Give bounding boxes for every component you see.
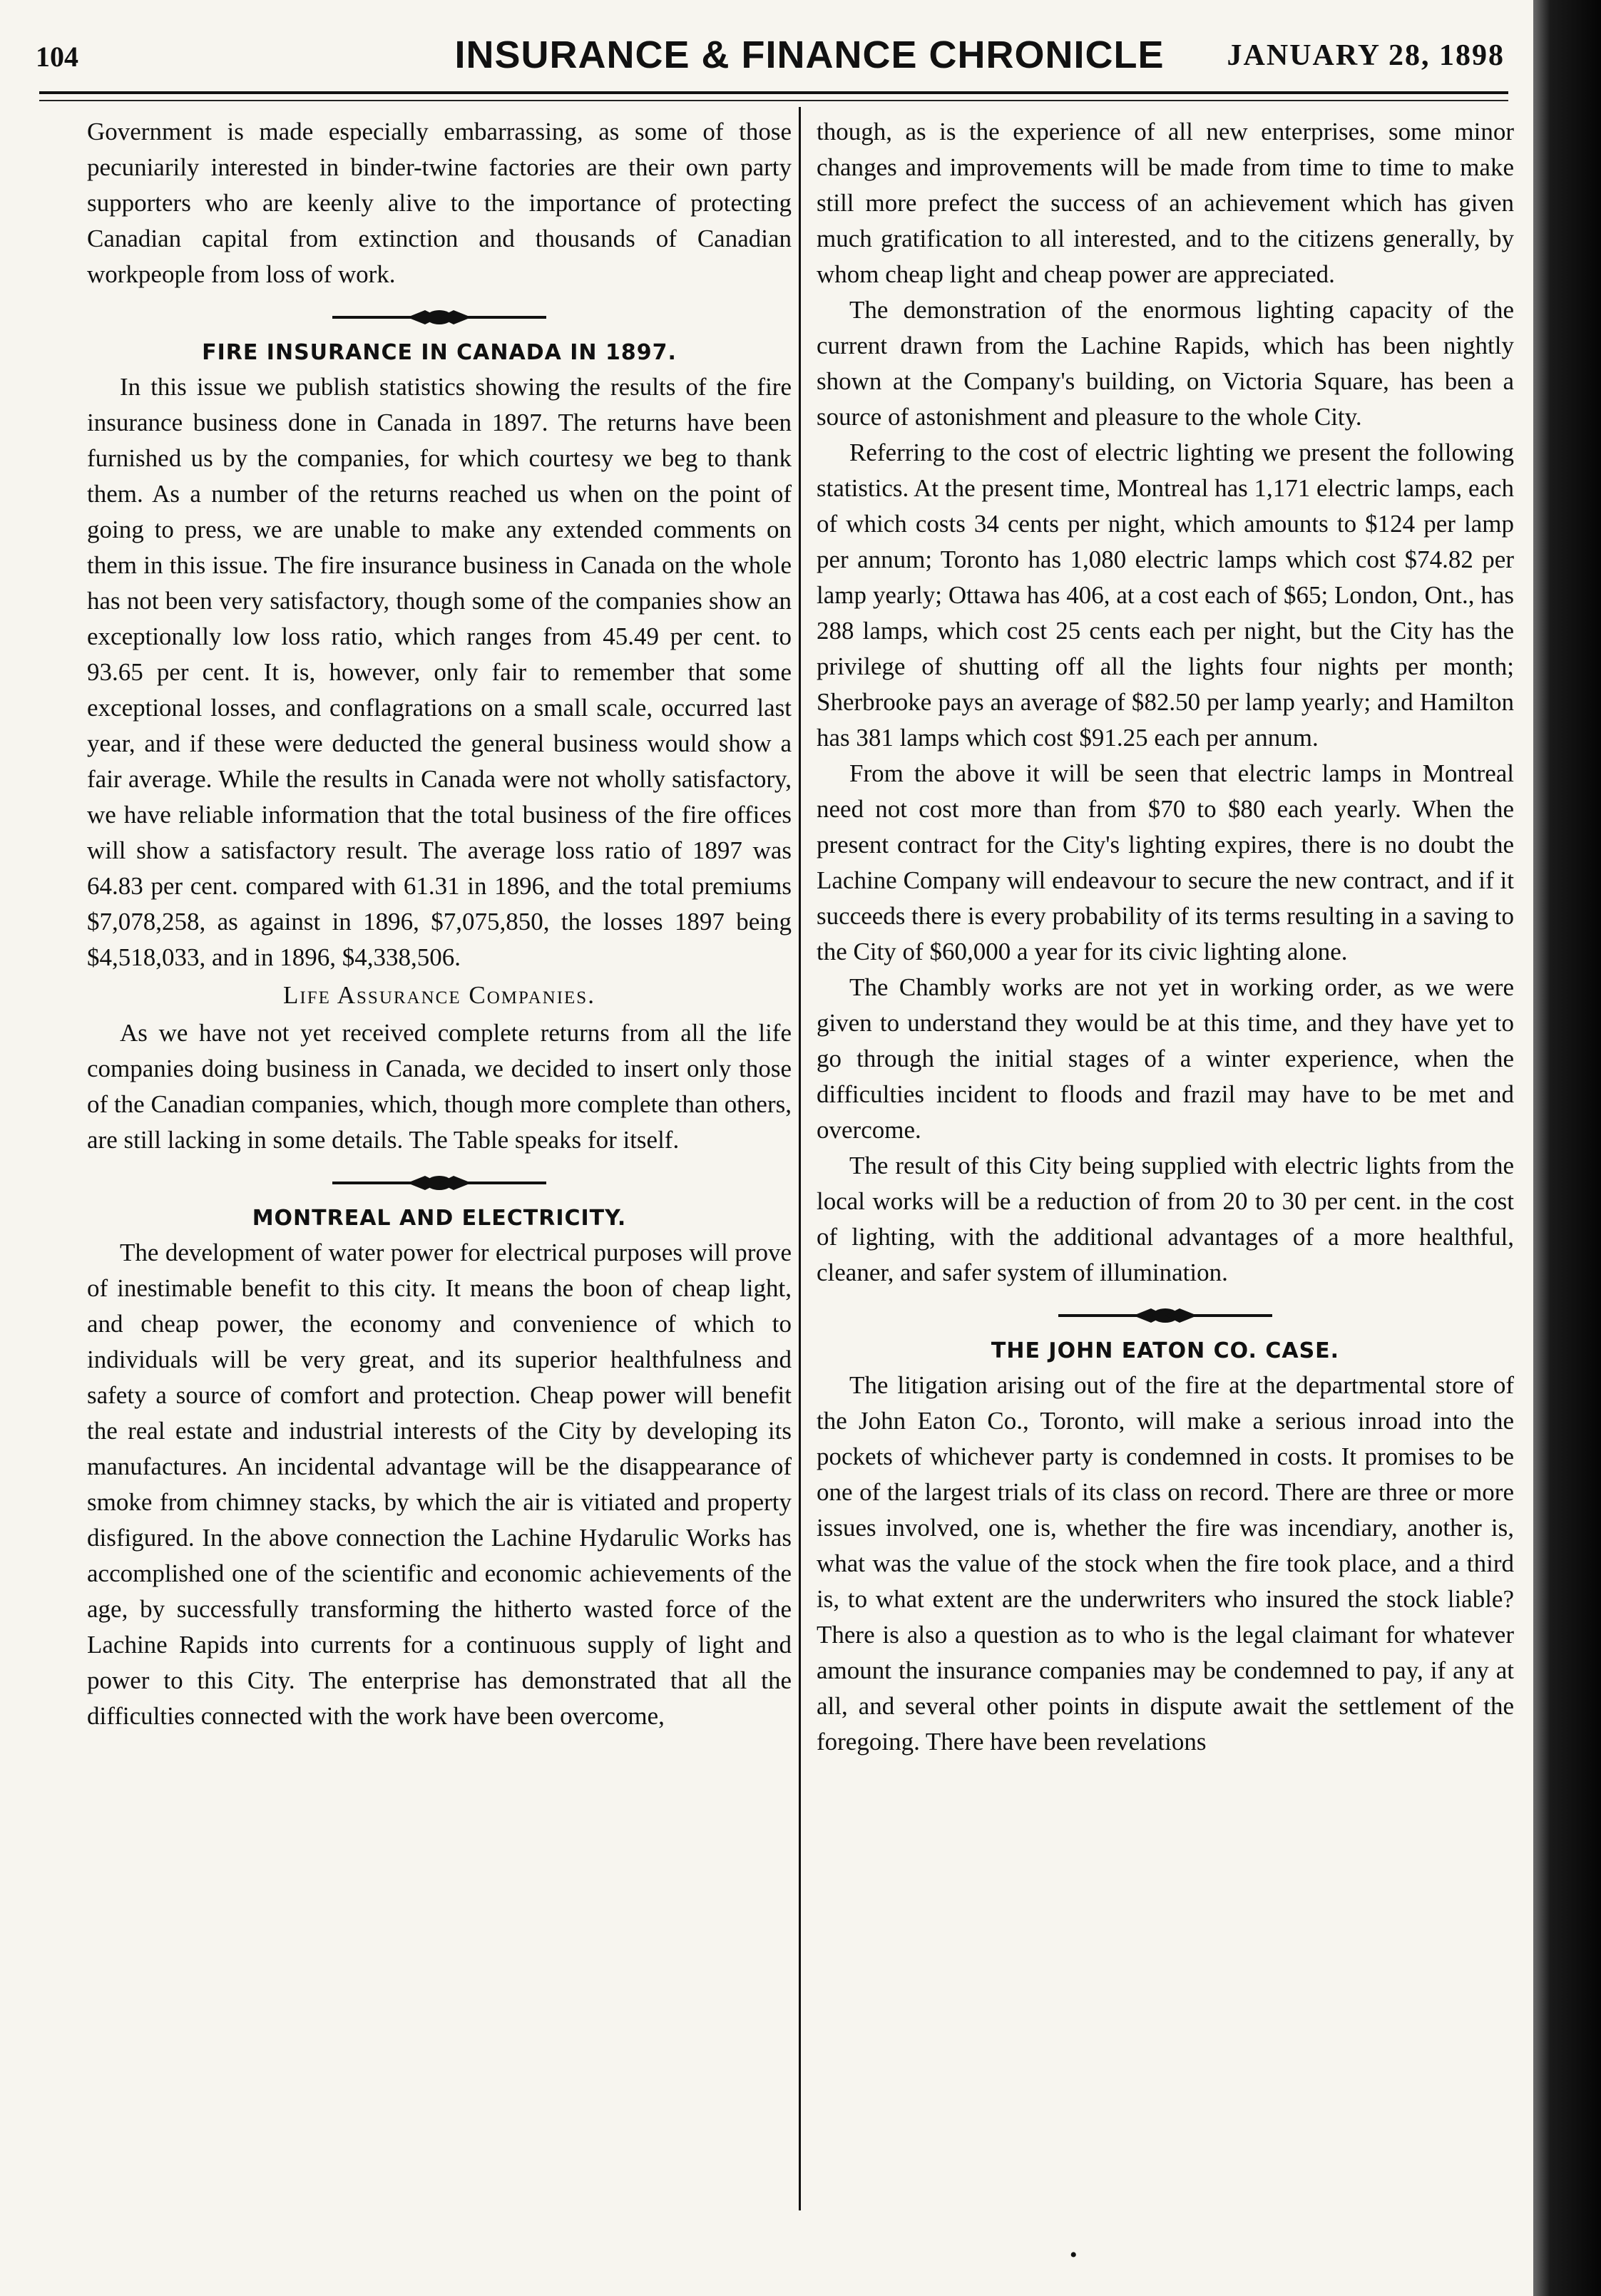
continuation-paragraph: though, as is the experience of all new enterprises, some minor changes and improvements will be made from time to time to make still more prefect the success of an achievement which has given much gratification to all interested, and to the citizens generally, by whom cheap light and cheap power are appreciated. bbox=[817, 118, 1514, 288]
left-column bbox=[87, 114, 792, 1734]
column-divider bbox=[799, 107, 801, 2210]
montreal-electricity-heading: MONTREAL AND ELECTRICITY. bbox=[252, 1206, 627, 1231]
section-ornament bbox=[325, 308, 553, 327]
result-paragraph: The result of this City being supplied with electric lights from the local works will be a reduction of from 20 to 30 per cent. in the cost of lighting, with the additional advantages of a more healthful, cleaner, and safer system of illumination. bbox=[817, 1152, 1514, 1286]
montreal-electricity-paragraph: The development of water power for electrical purposes will prove of inestimable benefit to this city. It means the boon of cheap light, and cheap power, the economy and convenience of which to individuals will be very great, and its superior healthfulness and safety a source of comfort and protection. Cheap power will benefit the real estate and industrial interests of the City by developing its manufactures. An incidental advantage will be the disappearance of smoke from chimney stacks, by which the air is vitiated and property disfigured. In the above connection the Lachine Hydarulic Works has accomplished one of the scientific and economic achievements of the age, by successfully transforming the hitherto wasted force of the Lachine Rapids into currents for a continuous supply of light and power to this City. The enterprise has demonstrated that all the difficulties connected with the work have been overcome, bbox=[87, 1239, 792, 1730]
chambly-works-paragraph: The Chambly works are not yet in working order, as we were given to understand they would be at this time, and they have yet to go through the initial stages of a winter experience, when the difficulties incident to floods and frazil may have to be met and overcome. bbox=[817, 973, 1514, 1144]
lamp-cost-paragraph: From the above it will be seen that electric lamps in Montreal need not cost more than from $70 to $80 each yearly. When the present contract for the City's lighting expires, there is no doubt the Lachine Company will endeavour to secure the new contract, and if it succeeds there is every probability of its terms resulting in a saving to the City of $60,000 a year for its civic lighting alone. bbox=[817, 759, 1514, 965]
page-number: 104 bbox=[36, 41, 78, 73]
fire-insurance-heading: FIRE INSURANCE IN CANADA IN 1897. bbox=[202, 340, 677, 365]
eaton-case-paragraph: The litigation arising out of the fire at the departmental store of the John Eaton Co., Toronto, will make a serious inroad into the pockets of whichever party is condemned in costs. It promises to be one of the largest trials of its class on record. There are three or more issues involved, one is, whether the fire was incendiary, another is, what was the value of the stock when the fire took place, and a third is, to what extent are the underwriters who insured the stock liable? There is also a question as to who is the legal claimant for whatever amount the insurance companies may be condemned to pay, if any at all, and several other points in dispute await the settlement of the foregoing. There have been revelations bbox=[817, 1371, 1514, 1756]
lighting-capacity-paragraph: The demonstration of the enormous lighting capacity of the current drawn from the Lachine Rapids, which has been nightly shown at the Company's building, on Victoria Square, has been a source of astonishment and pleasure to the whole City. bbox=[817, 296, 1514, 431]
section-ornament bbox=[1051, 1306, 1279, 1325]
life-assurance-heading: Life Assurance Companies. bbox=[283, 981, 595, 1009]
header-rule bbox=[39, 91, 1508, 94]
life-assurance-paragraph: As we have not yet received complete returns from all the life companies doing business in Canada, we decided to insert only those of the Canadian companies, which, though more complete than others, are still lacking in some details. The Table speaks for itself. bbox=[87, 1019, 792, 1154]
scan-edge bbox=[1533, 0, 1601, 2296]
fire-insurance-paragraph: In this issue we publish statistics showing the results of the fire insurance business done in Canada in 1897. The returns have been furnished us by the companies, for which courtesy we beg to thank them. As a number of the returns reached us when on the point of going to press, we are unable to make any extended comments on them in this issue. The fire insurance business in Canada on the whole has not been very satisfactory, though some of the companies show an exceptionally low loss ratio, which ranges from 45.49 per cent. to 93.65 per cent. It is, however, only fair to remember that some exceptional losses, and conflagrations on a small scale, occurred last year, and if these were deducted the general business would show a fair average. While the results in Canada were not wholly satisfactory, we have reliable information that the total business of the fire offices will show a satisfactory result. The average loss ratio of 1897 was 64.83 per cent. compared with 61.31 in 1896, and the total premiums $7,078,258, as against in 1896, $7,075,850, the losses 1897 being $4,518,033, and in 1896, $4,338,506. bbox=[87, 373, 792, 971]
section-ornament bbox=[325, 1174, 553, 1192]
right-column bbox=[817, 114, 1514, 1760]
page-header bbox=[36, 29, 1505, 86]
issue-date: JANUARY 28, 1898 bbox=[1227, 39, 1505, 72]
header-rule-thin bbox=[39, 100, 1508, 101]
lighting-cost-paragraph: Referring to the cost of electric lighting we present the following statistics. At the present time, Montreal has 1,171 electric lamps, each of which costs 34 cents per night, which amounts to $124 per lamp per annum; Toronto has 1,080 electric lamps which cost $74.82 per lamp yearly; Ottawa has 406, at a cost each of $65; London, Ont., has 288 lamps, which cost 25 cents each per night, but the City has the privilege of shutting off all the lights four nights per month; Sherbrooke pays an average of $82.50 per lamp yearly; and Hamilton has 381 lamps which cost $91.25 each per annum. bbox=[817, 439, 1514, 752]
masthead-title: INSURANCE & FINANCE CHRONICLE bbox=[454, 34, 1165, 76]
print-mark: • bbox=[1070, 2243, 1078, 2267]
eaton-case-heading: THE JOHN EATON CO. CASE. bbox=[991, 1338, 1340, 1363]
opening-paragraph: Government is made especially embarrassing, as some of those pecuniarily interested in binder-twine factories are their own party supporters who are keenly alive to the importance of protecting Canadian capital from extinction and thousands of Canadian workpeople from loss of work. bbox=[87, 118, 792, 288]
